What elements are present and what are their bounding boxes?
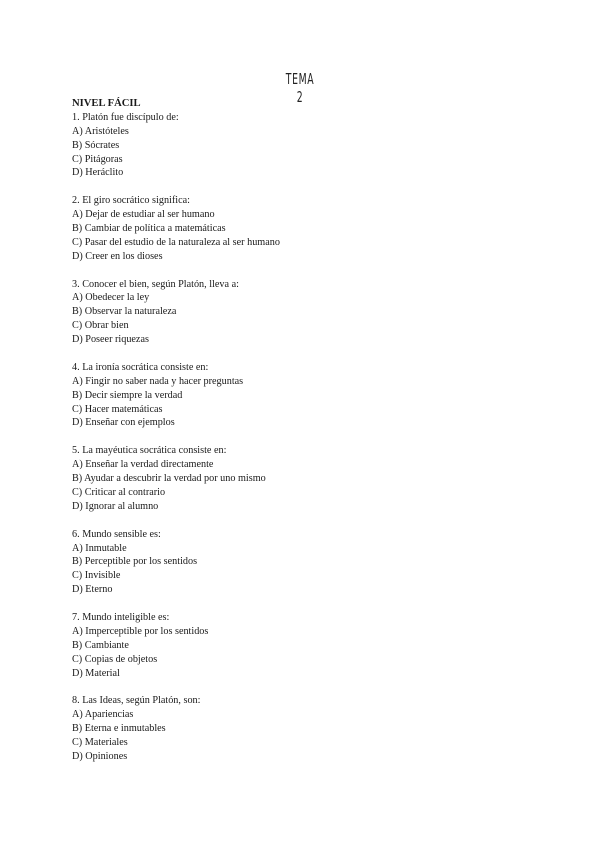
answer-option: C) Obrar bien [72,320,129,332]
question-spacer [72,430,532,444]
answer-option: D) Opiniones [72,750,128,762]
question-spacer [72,347,532,361]
level-heading: NIVEL FÁCIL [72,98,141,109]
answer-option: C) Copias de objetos [72,653,158,665]
question-block [72,194,532,263]
question-text: 2. El giro socrático significa: [72,195,190,207]
question-block [72,611,532,680]
answer-option: A) Inmutable [72,542,127,554]
answer-option: B) Eterna e inmutables [72,723,166,735]
question-spacer [72,514,532,528]
question-block [72,111,532,180]
answer-option: B) Decir siempre la verdad [72,389,183,401]
question-list [72,111,532,764]
answer-option: C) Pasar del estudio de la naturaleza al ser humano [72,236,280,248]
answer-option: C) Materiales [72,736,128,748]
answer-option: A) Obedecer la ley [72,292,150,304]
answer-option: D) Poseer riquezas [72,334,149,346]
answer-option: A) Fingir no saber nada y hacer preguntas [72,375,244,387]
answer-option: C) Invisible [72,570,121,582]
answer-option: D) Eterno [72,584,113,596]
question-text: 7. Mundo inteligible es: [72,611,170,623]
answer-option: D) Creer en los dioses [72,250,163,262]
answer-option: B) Cambiar de política a matemáticas [72,223,226,235]
question-block [72,278,532,347]
question-block [72,528,532,597]
answer-option: A) Apariencias [72,709,134,721]
answer-option: C) Criticar al contrario [72,486,166,498]
answer-option: D) Enseñar con ejemplos [72,417,175,429]
answer-option: A) Dejar de estudiar al ser humano [72,209,215,221]
answer-option: A) Aristóteles [72,125,129,137]
question-spacer [72,680,532,694]
quiz-content [72,97,532,764]
answer-option: A) Imperceptible por los sentidos [72,625,209,637]
page-title: TEMA 2 [285,70,315,106]
answer-option: C) Hacer matemáticas [72,403,163,415]
question-block [72,694,532,763]
question-spacer [72,180,532,194]
question-spacer [72,597,532,611]
answer-option: B) Perceptible por los sentidos [72,556,198,568]
question-text: 1. Platón fue discípulo de: [72,111,179,123]
answer-option: D) Heráclito [72,167,124,179]
question-text: 5. La mayéutica socrática consiste en: [72,445,227,457]
answer-option: B) Ayudar a descubrir la verdad por uno mismo [72,473,266,485]
answer-option: D) Ignorar al alumno [72,500,159,512]
answer-option: C) Pitágoras [72,153,123,165]
question-spacer [72,264,532,278]
question-block [72,361,532,430]
question-text: 3. Conocer el bien, según Platón, lleva a: [72,278,239,290]
answer-option: B) Sócrates [72,139,120,151]
answer-option: B) Cambiante [72,639,129,651]
answer-option: B) Observar la naturaleza [72,306,177,318]
question-block [72,444,532,513]
answer-option: A) Enseñar la verdad directamente [72,459,214,471]
answer-option: D) Material [72,667,120,679]
question-text: 8. Las Ideas, según Platón, son: [72,695,201,707]
question-text: 4. La ironía socrática consiste en: [72,361,209,373]
question-text: 6. Mundo sensible es: [72,528,161,540]
